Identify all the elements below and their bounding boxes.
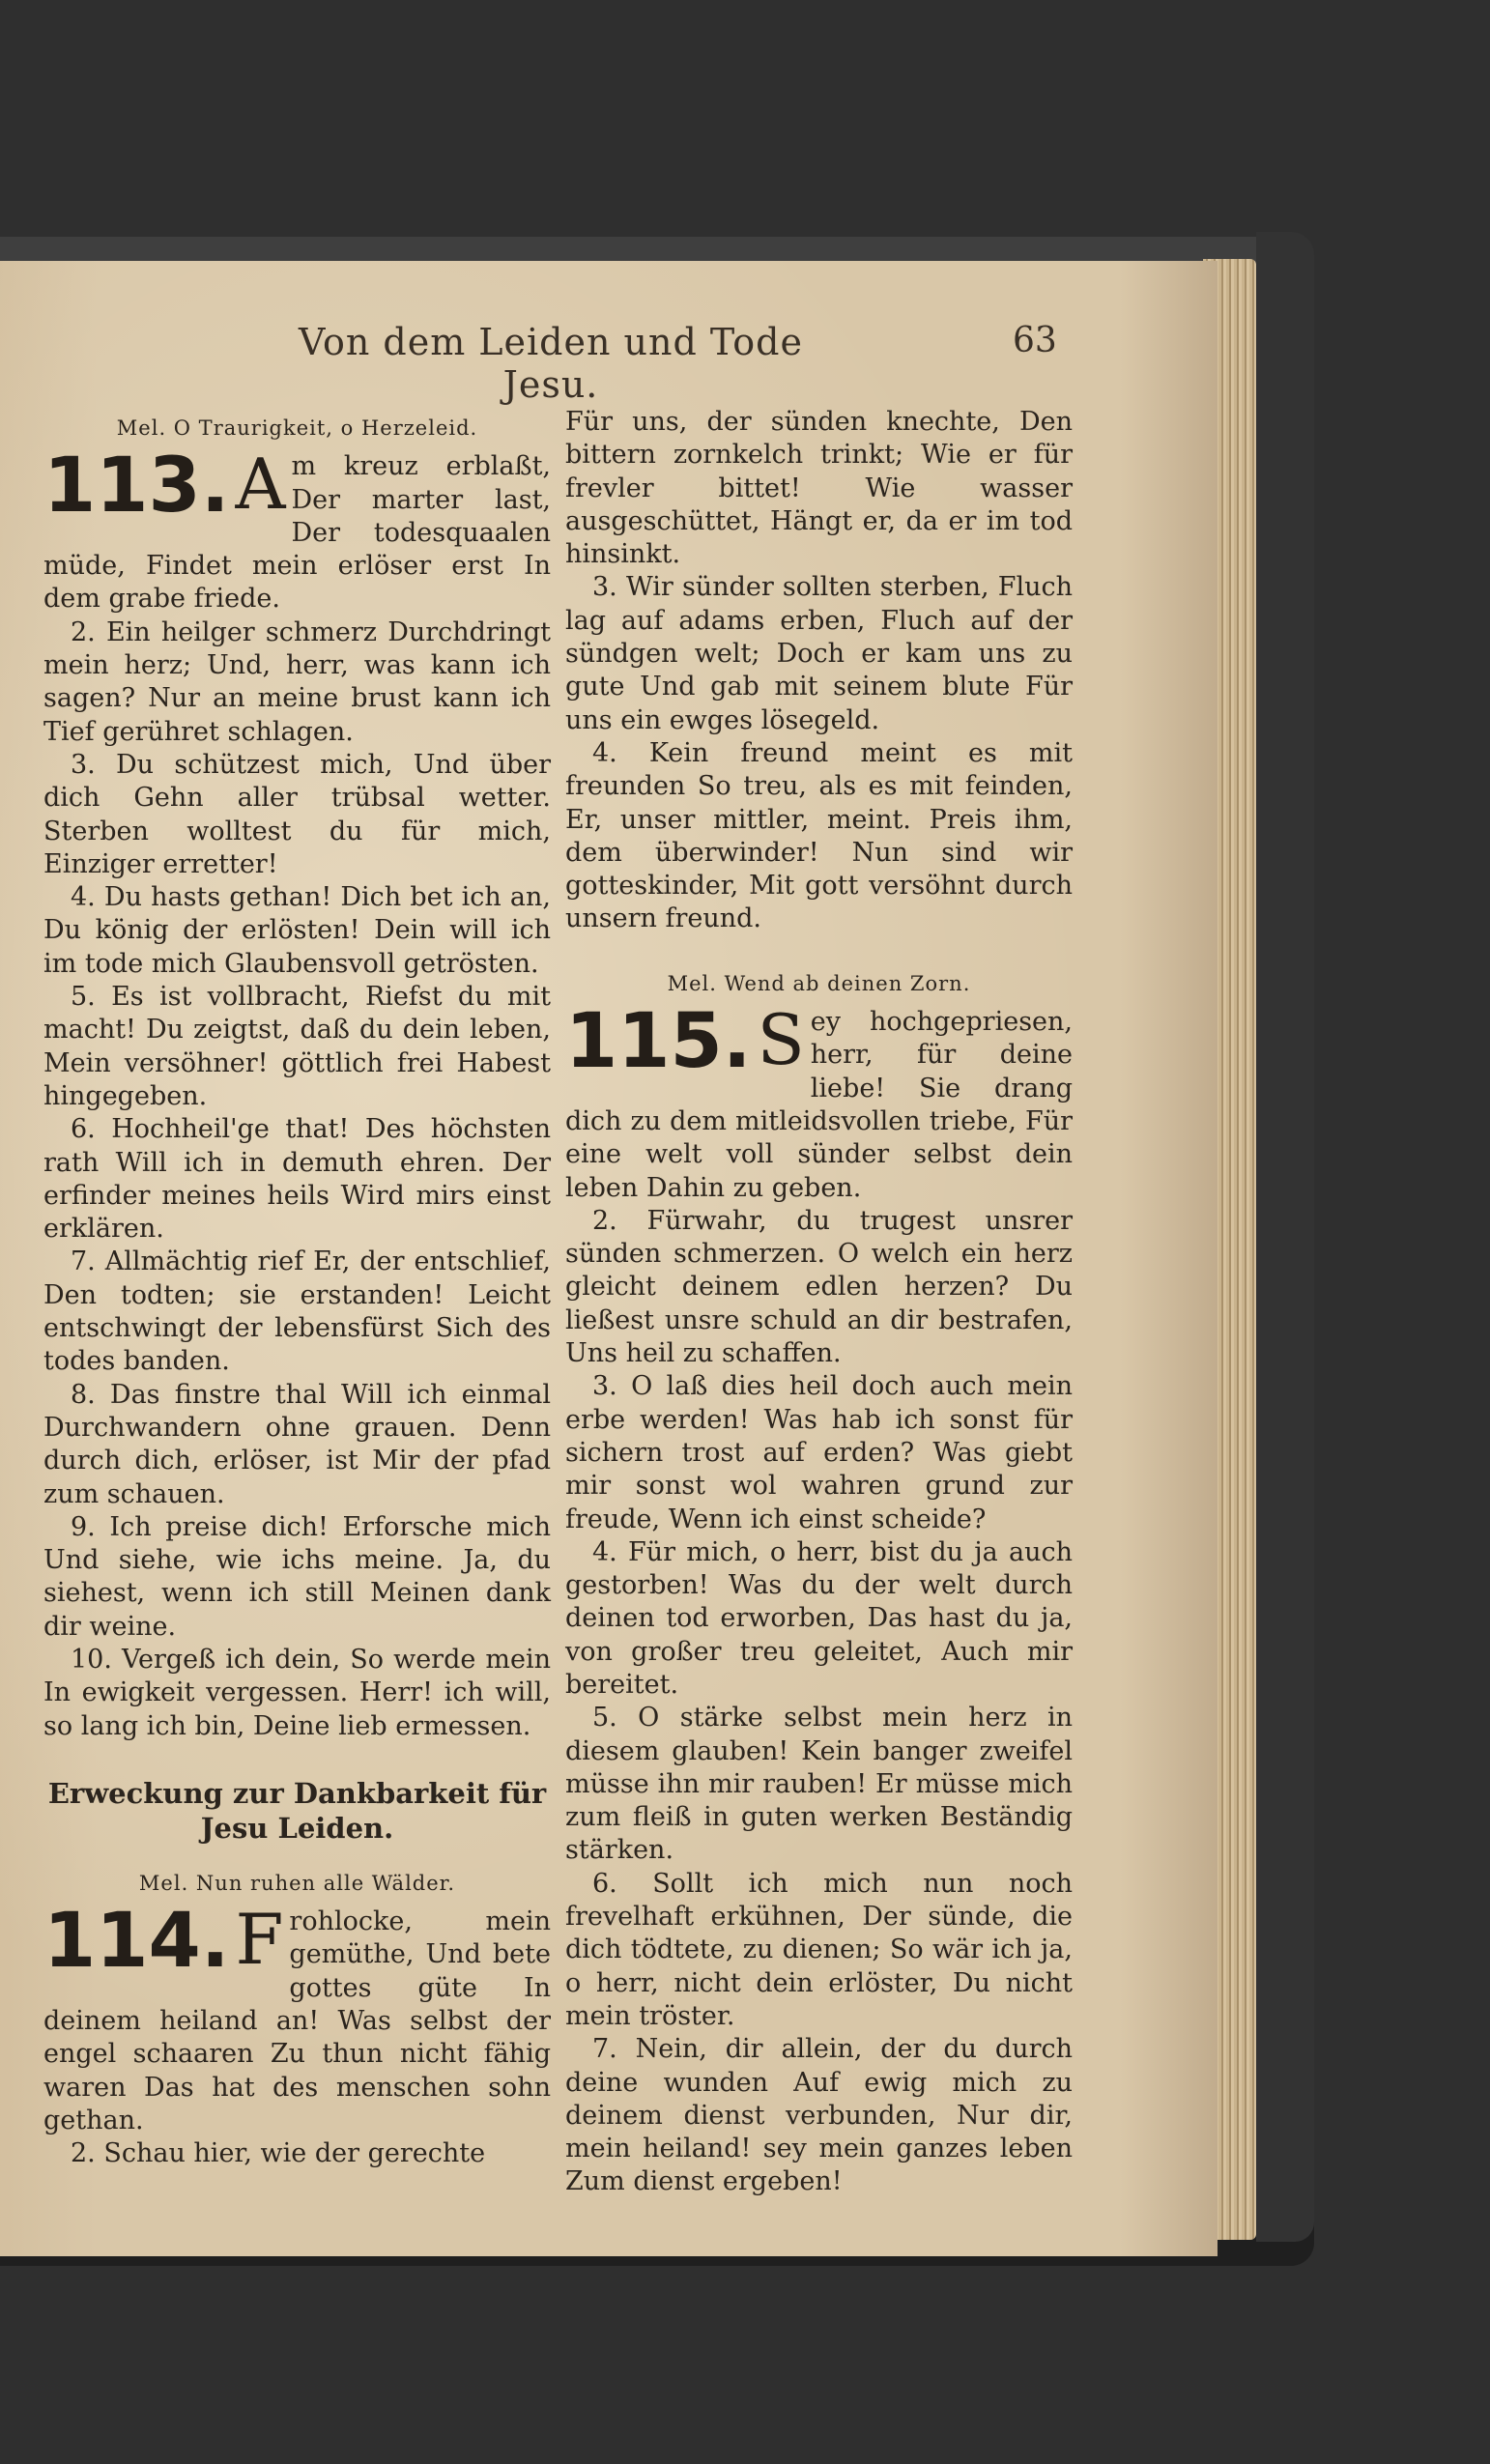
melody-note: Mel. Wend ab deinen Zorn. xyxy=(667,971,971,995)
book-cover-edge xyxy=(1256,232,1314,2242)
verse-continuation: Für uns, der sünden knechte, Den bittern zornkelch trinkt; Wie er für frevler bittet! Wie wasser ausgeschüttet, Hängt er, da er im tod hinsinkt. xyxy=(565,407,1073,570)
hymn-114 xyxy=(43,1905,551,2137)
hymn-number: 115. xyxy=(565,1006,752,1086)
hymn-first-verse: m kreuz erblaßt, Der marter last, Der todesquaalen müde, Findet mein erlöser erst In dem grabe friede. xyxy=(43,451,551,615)
hymn-first-verse: ey hochgepriesen, herr, für deine liebe! Sie drang dich zu dem mitleidsvollen triebe, Für eine welt voll sünder selbst dein leben Dahin zu geben. xyxy=(565,1007,1073,1203)
verse: 3. Du schützest mich, Und über dich Gehn aller trübsal wetter. Sterben wolltest du für mich, Einziger erretter! xyxy=(43,749,551,879)
verse: 5. O stärke selbst mein herz in diesem glauben! Kein banger zweifel müsse ihn mir rauben! Er müsse mich zum fleiß in guten werken Beständig stärken. xyxy=(565,1703,1073,1866)
melody-note: Mel. Nun ruhen alle Wälder. xyxy=(138,1871,456,1895)
drop-initial: S xyxy=(757,1006,805,1081)
verse: 7. Allmächtig rief Er, der entschlief, Den todten; sie erstanden! Leicht entschwingt der lebensfürst Sich des todes banden. xyxy=(43,1246,551,1377)
hymn-first-verse: rohlocke, mein gemüthe, Und bete gottes güte In deinem heiland an! Was selbst der engel schaaren Zu thun nicht fähig waren Das hat des menschen sohn gethan. xyxy=(43,1906,551,2135)
verse: 2. Fürwahr, du trugest unsrer sünden schmerzen. O welch ein herz gleicht deinem edlen herzen? Du ließest unsre schuld an dir bestrafen, Uns heil zu schaffen. xyxy=(565,1205,1073,1369)
melody-note: Mel. O Traurigkeit, o Herzeleid. xyxy=(116,416,478,440)
verse: 10. Vergeß ich dein, So werde mein In ewigkeit vergessen. Herr! ich will, so lang ich bin, Deine lieb ermessen. xyxy=(43,1644,551,1741)
verse: 4. Kein freund meint es mit freunden So treu, als es mit feinden, Er, unser mittler, meint. Preis ihm, dem überwinder! Nun sind wir gotteskinder, Mit gott versöhnt durch unsern freund. xyxy=(565,737,1073,934)
verse: 3. O laß dies heil doch auch mein erbe werden! Was hab ich sonst für sichern trost auf erden? Was giebt mir sonst wol wahren grund zur freude, Wenn ich einst scheide? xyxy=(565,1371,1073,1534)
hymn-number: 114. xyxy=(43,1905,230,1986)
verse: 5. Es ist vollbracht, Riefst du mit macht! Du zeigtst, daß du dein leben, Mein versöhner! göttlich frei Habest hingegeben. xyxy=(43,982,551,1111)
left-column xyxy=(43,406,551,2171)
right-column xyxy=(565,406,1073,2199)
verse: 2. Schau hier, wie der gerechte xyxy=(71,2138,486,2169)
verse: 9. Ich preise dich! Erforsche mich Und siehe, wie ichs meine. Ja, du siehest, wenn ich still Meinen dank dir weine. xyxy=(43,1511,551,1642)
verse: 3. Wir sünder sollten sterben, Fluch lag auf adams erben, Fluch auf der sündgen welt; Doch er kam uns zu gute Und gab mit seinem blute Für uns ein ewges lösegeld. xyxy=(565,572,1073,735)
verse: 6. Sollt ich mich nun noch frevelhaft erkühnen, Der sünde, die dich tödtete, zu dienen; So wär ich ja, o herr, nicht dein erlöster, Du nicht mein tröster. xyxy=(565,1868,1073,2031)
book-page xyxy=(0,261,1218,2256)
verse: 4. Für mich, o herr, bist du ja auch gestorben! Was du der welt durch deinen tod erworben, Das hast du ja, von großer treu geleitet, Auch mir bereitet. xyxy=(565,1536,1073,1700)
page-number: 63 xyxy=(1013,321,1057,360)
verse: 6. Hochheil'ge that! Des höchsten rath Will ich in demuth ehren. Der erfinder meines heils Wird mirs einst erklären. xyxy=(43,1114,551,1245)
hymn-113 xyxy=(43,450,551,616)
verse: 4. Du hasts gethan! Dich bet ich an, Du könig der erlösten! Dein will ich im tode mich Glaubensvoll getrösten. xyxy=(43,882,551,979)
running-head: Von dem Leiden und Tode Jesu. xyxy=(299,321,803,406)
verse: 2. Ein heilger schmerz Durchdringt mein herz; Und, herr, was kann ich sagen? Nur an meine brust kann ich Tief gerühret schlagen. xyxy=(43,616,551,747)
hymn-number: 113. xyxy=(43,450,230,530)
hymn-115 xyxy=(565,1006,1073,1205)
section-heading: Erweckung zur Dankbarkeit für Jesu Leiden. xyxy=(47,1776,547,1845)
verse: 7. Nein, dir allein, der du durch deine wunden Auf ewig mich zu deinem dienst verbunden, Nur dir, mein heiland! sey mein ganzes leben Zum dienst ergeben! xyxy=(565,2034,1073,2197)
drop-initial: A xyxy=(235,450,286,526)
drop-initial: F xyxy=(235,1905,284,1981)
verse: 8. Das finstre thal Will ich einmal Durchwandern ohne grauen. Denn durch dich, erlöser, ist Mir der pfad zum schauen. xyxy=(43,1379,551,1509)
